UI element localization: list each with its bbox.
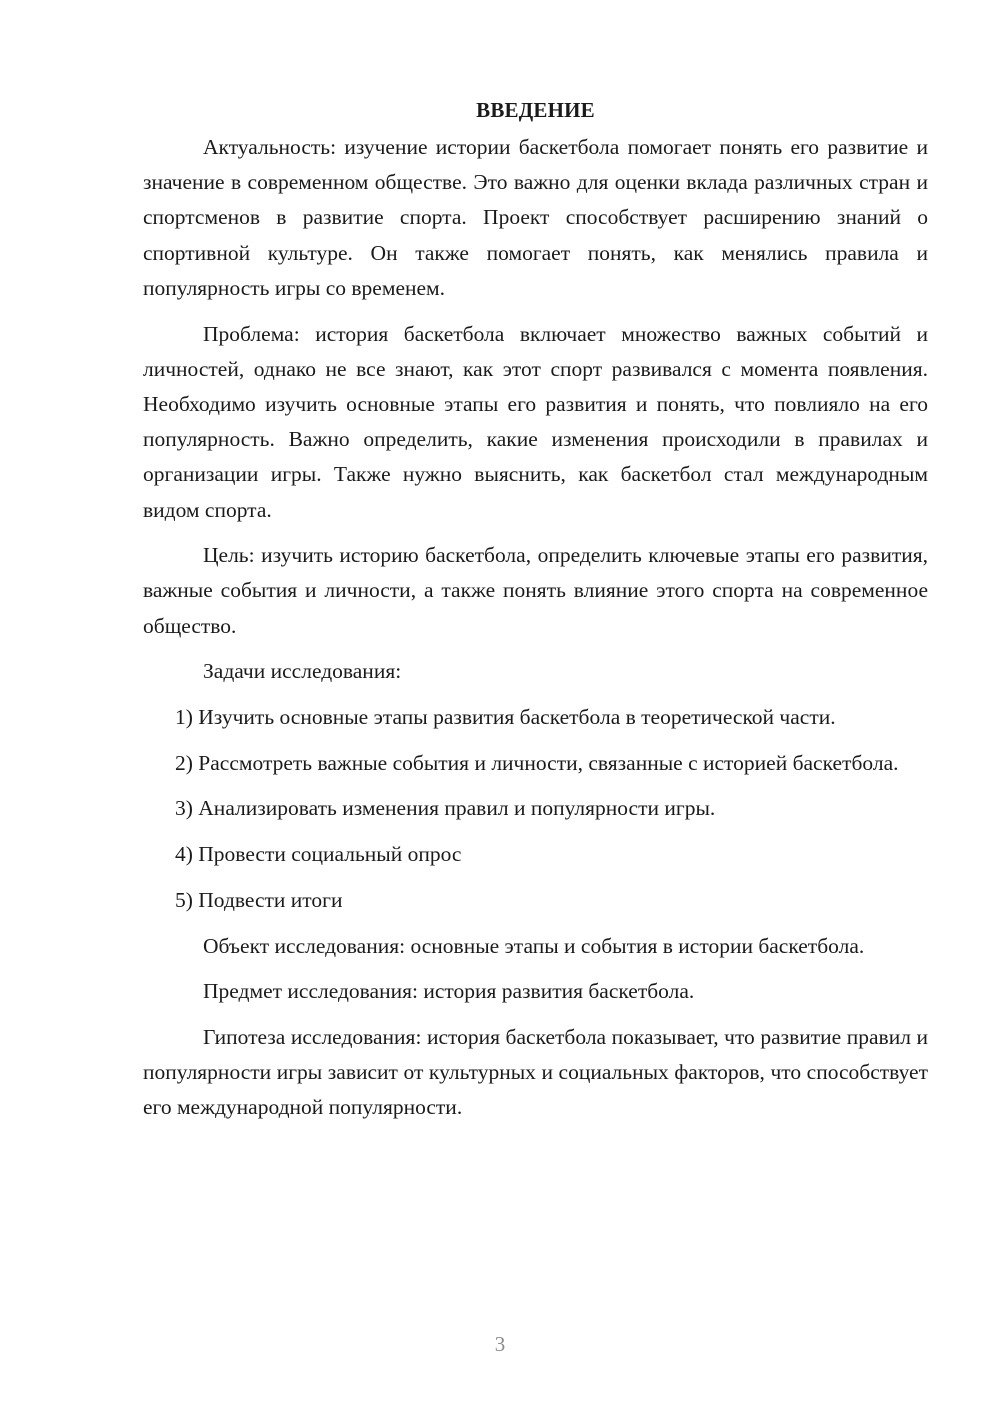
- task-item-5: 5) Подвести итоги: [175, 887, 343, 912]
- task-item-3: 3) Анализировать изменения правил и популярности игры.: [175, 796, 716, 821]
- document-page: [143, 92, 928, 1136]
- subject-paragraph: Предмет исследования: история развития баскетбола.: [203, 979, 695, 1004]
- object-paragraph: Объект исследования: основные этапы и события в истории баскетбола.: [203, 933, 865, 958]
- problem-paragraph: Проблема: история баскетбола включает множество важных событий и личностей, однако не все знают, как этот спорт развивался с момента появления. Необходимо изучить основные этапы его развития и понять, что повлияло на его популярность. Важно определить, какие изменения происходили в правилах и организации игры. Также нужно выяснить, как баскетбол стал международным видом спорта.: [143, 321, 928, 522]
- hypothesis-paragraph: Гипотеза исследования: история баскетбола показывает, что развитие правил и популярности игры зависит от культурных и социальных факторов, что способствует его международной популярности.: [143, 1024, 928, 1120]
- task-item-4: 4) Провести социальный опрос: [175, 842, 462, 867]
- page-number: 3: [494, 1332, 506, 1356]
- tasks-heading: Задачи исследования:: [203, 659, 402, 684]
- section-heading: ВВЕДЕНИЕ: [476, 98, 595, 122]
- relevance-paragraph: Актуальность: изучение истории баскетбола помогает понять его развитие и значение в современном обществе. Это важно для оценки вклада различных стран и спортсменов в развитие спорта. Проект способствует расширению знаний о спортивной культуре. Он также помогает понять, как менялись правила и популярность игры со временем.: [143, 135, 928, 300]
- goal-paragraph: Цель: изучить историю баскетбола, определить ключевые этапы его развития, важные события и личности, а также понять влияние этого спорта на современное общество.: [143, 543, 928, 638]
- task-item-1: 1) Изучить основные этапы развития баскетбола в теоретической части.: [175, 705, 836, 730]
- task-item-2: 2) Рассмотреть важные события и личности, связанные с историей баскетбола.: [175, 750, 899, 775]
